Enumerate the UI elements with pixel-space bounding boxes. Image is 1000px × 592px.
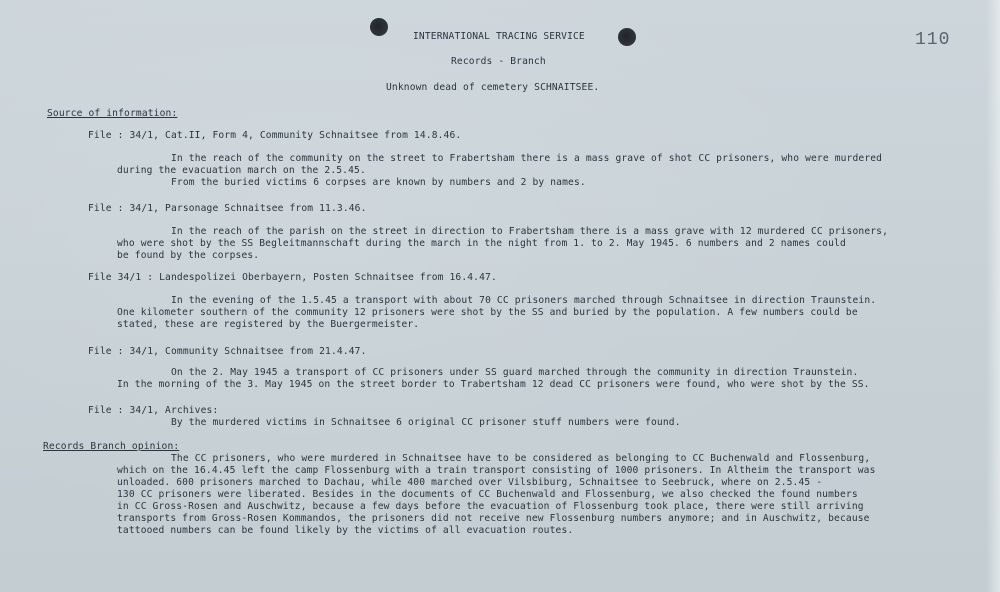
entry-2-line-3: be found by the corpses. bbox=[117, 250, 260, 261]
paper-edge bbox=[986, 0, 1000, 592]
entry-5-line-1: By the murdered victims in Schnaitsee 6 original CC prisoner stuff numbers were found. bbox=[171, 417, 681, 428]
subject-line: Unknown dead of cemetery SCHNAITSEE. bbox=[386, 82, 600, 93]
entry-2-line-2: who were shot by the SS Begleitmannschaft during the march in the night from 1. to 2. May 1945. 6 numbers and 2 names could bbox=[117, 238, 846, 249]
file-entry-3: File 34/1 : Landespolizei Oberbayern, Posten Schnaitsee from 16.4.47. bbox=[88, 272, 497, 283]
page-number: 110 bbox=[915, 30, 951, 50]
file-entry-2: File : 34/1, Parsonage Schnaitsee from 11.3.46. bbox=[88, 203, 367, 214]
source-heading: Source of information: bbox=[47, 108, 178, 119]
entry-1-line-2: during the evacuation march on the 2.5.45. bbox=[117, 165, 366, 176]
opinion-line-2: which on the 16.4.45 left the camp Flossenburg with a train transport consisting of 1000 prisoners. In Altheim the transport was bbox=[117, 465, 876, 476]
punch-hole-right bbox=[618, 28, 636, 46]
opinion-heading: Records Branch opinion: bbox=[43, 441, 180, 452]
org-title: INTERNATIONAL TRACING SERVICE bbox=[413, 31, 585, 42]
branch-title: Records - Branch bbox=[451, 56, 546, 67]
entry-4-line-1: On the 2. May 1945 a transport of CC prisoners under SS guard marched through the community in direction Traunstein. bbox=[171, 367, 859, 378]
entry-1-line-3: From the buried victims 6 corpses are known by numbers and 2 by names. bbox=[171, 177, 586, 188]
file-entry-5: File : 34/1, Archives: bbox=[88, 405, 219, 416]
entry-3-line-1: In the evening of the 1.5.45 a transport with about 70 CC prisoners marched through Schnaitsee in direction Traunstein. bbox=[171, 295, 877, 306]
file-entry-4: File : 34/1, Community Schnaitsee from 21.4.47. bbox=[88, 346, 367, 357]
entry-3-line-3: stated, these are registered by the Buergermeister. bbox=[117, 319, 420, 330]
entry-2-line-1: In the reach of the parish on the street in direction to Frabertsham there is a mass grave with 12 murdered CC prisoners, bbox=[171, 226, 889, 237]
opinion-line-7: tattooed numbers can be found likely by the victims of all evacuation routes. bbox=[117, 525, 574, 536]
opinion-line-3: unloaded. 600 prisoners marched to Dachau, while 400 marched over Vilsbiburg, Schnaitsee to Seebruck, where on 2.5.45 - bbox=[117, 477, 823, 488]
punch-hole-left bbox=[370, 18, 388, 36]
opinion-line-6: transports from Gross-Rosen Kommandos, the prisoners did not receive new Flossenburg numbers anymore; and in Auschwitz, because bbox=[117, 513, 870, 524]
entry-3-line-2: One kilometer southern of the community 12 prisoners were shot by the SS and buried by the population. A few numbers could be bbox=[117, 307, 858, 318]
opinion-line-1: The CC prisoners, who were murdered in Schnaitsee have to be considered as belonging to CC Buchenwald and Flossenburg, bbox=[171, 453, 871, 464]
entry-4-line-2: In the morning of the 3. May 1945 on the street border to Trabertsham 12 dead CC prisoners were found, who were shot by the SS. bbox=[117, 379, 870, 390]
file-entry-1: File : 34/1, Cat.II, Form 4, Community Schnaitsee from 14.8.46. bbox=[88, 130, 462, 141]
opinion-line-4: 130 CC prisoners were liberated. Besides in the documents of CC Buchenwald and Flossenburg, we also checked the found numbers bbox=[117, 489, 858, 500]
entry-1-line-1: In the reach of the community on the street to Frabertsham there is a mass grave of shot CC prisoners, who were murdered bbox=[171, 153, 883, 164]
opinion-line-5: in CC Gross-Rosen and Auschwitz, because a few days before the evacuation of Flossenburg took place, there were still arriving bbox=[117, 501, 864, 512]
